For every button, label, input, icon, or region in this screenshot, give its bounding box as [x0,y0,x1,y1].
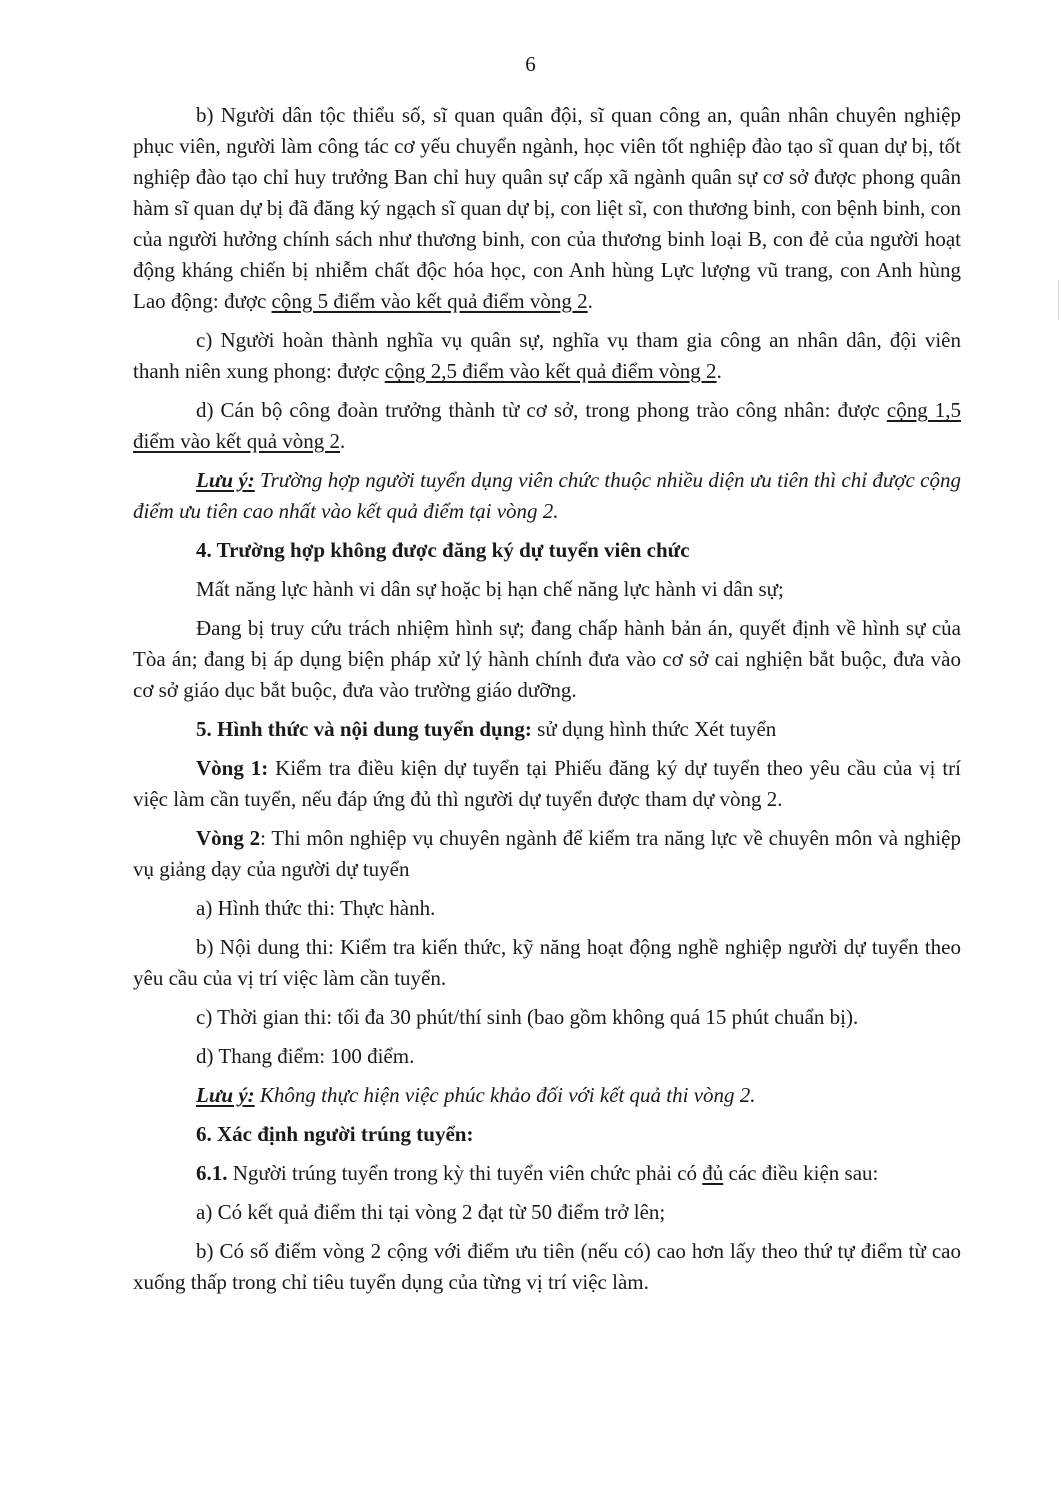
section-5-note [133,1080,961,1111]
section-4-heading [133,535,961,566]
section-5-heading [133,714,961,745]
note-label: Lưu ý: [196,468,255,492]
note-text: Trường hợp người tuyển dụng viên chức thuộc nhiều diện ưu tiên thì chỉ được cộng điểm ưu tiên cao nhất vào kết quả điểm tại vòng 2. [133,468,962,523]
section-4-para-1: Mất năng lực hành vi dân sự hoặc bị hạn chế năng lực hành vi dân sự; [196,577,784,601]
section-5-title-rest: sử dụng hình thức Xét tuyển [531,717,777,741]
winner-condition-a: a) Có kết quả điểm thi tại vòng 2 đạt từ 50 điểm trở lên; [196,1200,666,1224]
section-6-1-paragraph [133,1158,961,1189]
exam-scale: d) Thang điểm: 100 điểm. [196,1044,415,1068]
scan-edge-mark [1058,280,1059,320]
priority-c-end: . [716,359,722,383]
priority-c-bonus: cộng 2,5 điểm vào kết quả điểm vòng 2 [384,359,717,383]
page-number: 6 [525,52,536,76]
section-6-title: 6. Xác định người trúng tuyển: [196,1122,474,1146]
section-6-1-label: 6.1. [196,1161,228,1185]
round-2-paragraph [133,823,961,885]
section-5-note-label: Lưu ý: [196,1083,255,1107]
priority-d-end: . [340,429,346,453]
priority-c-paragraph [133,325,961,387]
priority-note [133,465,961,527]
priority-d-bonus: cộng 1,5 điểm vào kết quả vòng 2 [133,398,961,453]
priority-b-bonus: cộng 5 điểm vào kết quả điểm vòng 2 [271,289,588,313]
round-1-label: Vòng 1: [196,756,269,780]
exam-duration: c) Thời gian thi: tối đa 30 phút/thí sinh (bao gồm không quá 15 phút chuẩn bị). [196,1005,859,1029]
round-1-paragraph [133,753,961,815]
section-5-note-text: Không thực hiện việc phúc khảo đối với kết quả thi vòng 2. [254,1083,756,1107]
section-6-1-text-end: các điều kiện sau: [723,1161,879,1185]
round-1-text: Kiểm tra điều kiện dự tuyển tại Phiếu đăng ký dự tuyển theo yêu cầu của vị trí việc làm cần tuyển, nếu đáp ứng đủ thì người dự tuyển được tham dự vòng 2. [133,756,962,811]
priority-b-text: b) Người dân tộc thiểu số, sĩ quan quân đội, sĩ quan công an, quân nhân chuyên nghiệp phục viên, người làm công tác cơ yếu chuyển ngành, học viên tốt nghiệp đào tạo sĩ quan dự bị, tốt nghiệp đào tạo chỉ huy trưởng Ban chỉ huy quân sự cấp xã ngành quân sự cơ sở được phong quân hàm sĩ quan dự bị đã đăng ký ngạch sĩ quan dự bị, con liệt sĩ, con thương binh, con bệnh binh, con của người hưởng chính sách như thương binh, con của thương binh loại B, con đẻ của người hoạt động kháng chiến bị nhiễm chất độc hóa học, con Anh hùng Lực lượng vũ trang, con Anh hùng Lao động: được [133,103,961,313]
round-2-text: : Thi môn nghiệp vụ chuyên ngành để kiểm tra năng lực về chuyên môn và nghiệp vụ giảng dạy của người dự tuyển [133,826,961,881]
section-6-heading [133,1119,961,1150]
section-6-1-emphasis: đủ [702,1161,724,1185]
priority-d-paragraph [133,395,961,457]
round-2-label: Vòng 2 [196,826,261,850]
priority-b-paragraph [133,100,961,317]
priority-b-end: . [587,289,593,313]
section-5-title: 5. Hình thức và nội dung tuyển dụng: [196,717,532,741]
section-4-title: 4. Trường hợp không được đăng ký dự tuyển viên chức [196,538,690,562]
section-4-para-2: Đang bị truy cứu trách nhiệm hình sự; đang chấp hành bản án, quyết định về hình sự của Tòa án; đang bị áp dụng biện pháp xử lý hành chính đưa vào cơ sở cai nghiện bắt buộc, đưa vào cơ sở giáo dục bắt buộc, đưa vào trường giáo dưỡng. [133,616,961,702]
priority-c-text: c) Người hoàn thành nghĩa vụ quân sự, nghĩa vụ tham gia công an nhân dân, đội viên thanh niên xung phong: được [133,328,961,383]
section-6-1-text: Người trúng tuyển trong kỳ thi tuyển viên chức phải có [227,1161,703,1185]
winner-condition-b: b) Có số điểm vòng 2 cộng với điểm ưu tiên (nếu có) cao hơn lấy theo thứ tự điểm từ cao xuống thấp trong chỉ tiêu tuyển dụng của từng vị trí việc làm. [133,1239,961,1294]
priority-d-text: d) Cán bộ công đoàn trưởng thành từ cơ sở, trong phong trào công nhân: được [196,398,887,422]
document-body [133,100,961,1306]
exam-format: a) Hình thức thi: Thực hành. [196,896,436,920]
exam-content: b) Nội dung thi: Kiểm tra kiến thức, kỹ năng hoạt động nghề nghiệp người dự tuyển theo yêu cầu của vị trí việc làm cần tuyển. [133,935,961,990]
